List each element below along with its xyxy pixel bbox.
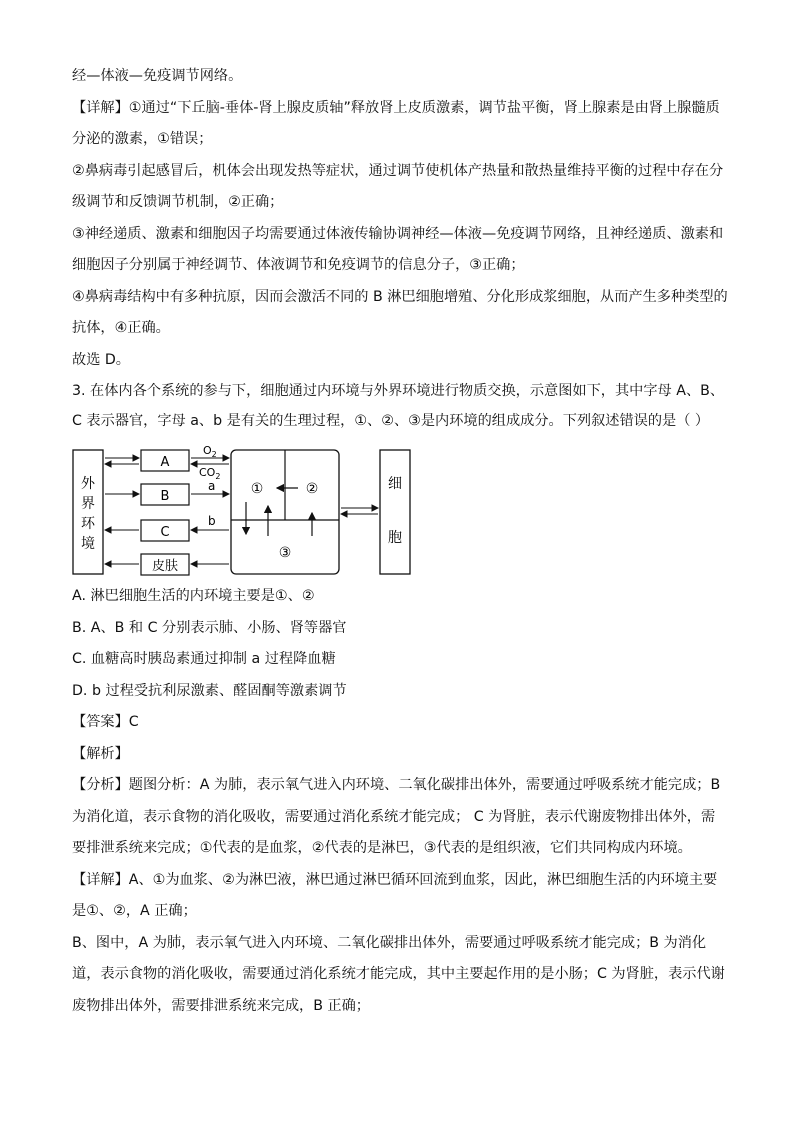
fluid-3-label: ③ bbox=[278, 545, 292, 561]
text-line: 是①、②，A 正确； bbox=[72, 903, 197, 919]
option-a: A. 淋巴细胞生活的内环境主要是①、② bbox=[72, 588, 315, 604]
question-stem: C 表示器官，字母 a、b 是有关的生理过程，①、②、③是内环境的组成成分。下列叙述错误的是（ ） bbox=[72, 413, 710, 429]
o2-label: $O_2$ bbox=[203, 444, 217, 459]
text-line: 抗体，④正确。 bbox=[72, 320, 170, 336]
organ-a-label: A bbox=[160, 455, 170, 470]
text-line: 分泌的激素，①错误； bbox=[72, 131, 213, 147]
environment-box bbox=[73, 450, 103, 574]
cell-box bbox=[380, 450, 410, 574]
answer-line: 【答案】C bbox=[72, 714, 139, 730]
process-a-label: a bbox=[208, 479, 216, 493]
text-line: 废物排出体外，需要排泄系统来完成，B 正确； bbox=[72, 998, 370, 1014]
environment-label: 外 bbox=[81, 476, 95, 492]
text-line: 经—体液—免疫调节网络。 bbox=[72, 68, 243, 84]
cell-label: 胞 bbox=[388, 530, 402, 546]
cell-label: 细 bbox=[388, 476, 402, 492]
exchange-diagram bbox=[72, 442, 417, 582]
fluid-2-label: ② bbox=[305, 481, 319, 497]
skin-label: 皮肤 bbox=[151, 559, 179, 574]
text-line: ④鼻病毒结构中有多种抗原，因而会激活不同的 B 淋巴细胞增殖、分化形成浆细胞，从而产生多种类型的 bbox=[72, 289, 728, 305]
fluid-1-label: ① bbox=[250, 481, 264, 497]
text-line: 细胞因子分别属于神经调节、体液调节和免疫调节的信息分子，③正确； bbox=[72, 257, 525, 273]
text-line: 道，表示食物的消化吸收，需要通过消化系统才能完成，其中主要起作用的是小肠；C 为肾脏，表示代谢 bbox=[72, 966, 725, 982]
co2-label: $CO_2$ bbox=[199, 466, 221, 481]
text-line: B、图中，A 为肺，表示氧气进入内环境、二氧化碳排出体外，需要通过呼吸系统才能完成；B 为消化 bbox=[72, 935, 707, 951]
text-line: ②鼻病毒引起感冒后，机体会出现发热等症状，通过调节使机体产热量和散热量维持平衡的过程中存在分 bbox=[72, 163, 724, 179]
environment-label: 境 bbox=[81, 536, 95, 552]
analysis-heading: 【解析】 bbox=[72, 746, 129, 762]
text-line: 【详解】①通过“下丘脑-垂体-肾上腺皮质轴”释放肾上皮质激素，调节盐平衡，肾上腺素是由肾上腺髓质 bbox=[72, 100, 720, 116]
process-b-label: b bbox=[208, 514, 216, 528]
option-c: C. 血糖高时胰岛素通过抑制 a 过程降血糖 bbox=[72, 651, 336, 667]
text-line: 要排泄系统来完成；①代表的是血浆，②代表的是淋巴，③代表的是组织液，它们共同构成内环境。 bbox=[72, 840, 692, 856]
environment-label: 环 bbox=[81, 516, 95, 532]
text-line: 【分析】题图分析：A 为肺，表示氧气进入内环境、二氧化碳排出体外，需要通过呼吸系统才能完成；B bbox=[72, 777, 721, 793]
text-line: 故选 D。 bbox=[72, 352, 130, 368]
option-d: D. b 过程受抗利尿激素、醛固酮等激素调节 bbox=[72, 683, 347, 699]
organ-c-label: C bbox=[160, 525, 170, 540]
text-line: 为消化道，表示食物的消化吸收，需要通过消化系统才能完成； C 为肾脏，表示代谢废物排出体外，需 bbox=[72, 809, 716, 825]
option-b: B. A、B 和 C 分别表示肺、小肠、肾等器官 bbox=[72, 620, 347, 636]
text-line: 【详解】A、①为血浆、②为淋巴液，淋巴通过淋巴循环回流到血浆，因此，淋巴细胞生活的内环境主要 bbox=[72, 872, 718, 888]
text-line: 级调节和反馈调节机制，②正确； bbox=[72, 194, 284, 210]
text-line: ③神经递质、激素和细胞因子均需要通过体液传输协调神经—体液—免疫调节网络，且神经递质、激素和 bbox=[72, 226, 724, 242]
environment-label: 界 bbox=[81, 496, 95, 512]
organ-b-label: B bbox=[160, 489, 170, 504]
question-stem: 3. 在体内各个系统的参与下，细胞通过内环境与外界环境进行物质交换，示意图如下，其中字母 A、B、 bbox=[72, 383, 725, 399]
